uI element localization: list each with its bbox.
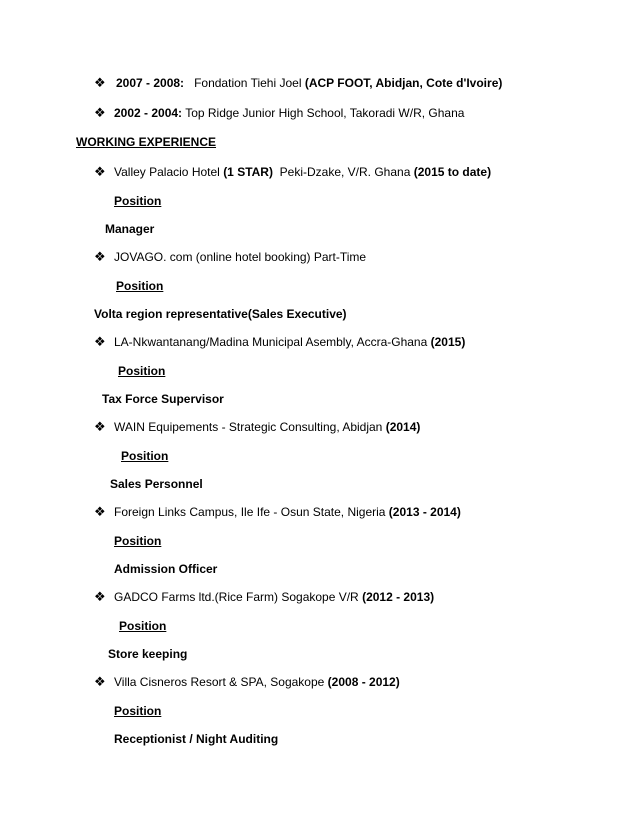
job-dates: (2012 - 2013) (362, 590, 435, 604)
job-employer: LA-Nkwantanang/Madina Municipal Asembly, Accra-Ghana (114, 335, 428, 349)
job-employer: WAIN Equipements - Strategic Consulting, Abidjan (114, 420, 383, 434)
position-title: Store keeping (108, 647, 188, 661)
position-title: Admission Officer (114, 562, 218, 576)
job-location: Peki-Dzake, V/R. Ghana (279, 165, 411, 179)
education-place: (ACP FOOT, Abidjan, Cote d'Ivoire) (304, 76, 503, 90)
position-label: Position (116, 279, 164, 293)
position-title: Manager (105, 222, 155, 236)
job-employer-line (114, 164, 491, 180)
bullet-icon: ❖ (94, 504, 106, 519)
position-title: Volta region representative(Sales Executive) (94, 307, 347, 321)
bullet-icon: ❖ (94, 334, 106, 349)
bullet-icon: ❖ (94, 589, 106, 604)
education-entry (114, 105, 464, 121)
education-name: Fondation Tiehi Joel (194, 76, 302, 90)
job-employer: Valley Palacio Hotel (114, 165, 220, 179)
job-dates: (2015) (430, 335, 466, 349)
position-label: Position (114, 194, 162, 208)
job-employer-line (114, 334, 465, 350)
education-years: 2002 - 2004: (114, 106, 183, 120)
job-employer-line (114, 419, 420, 435)
bullet-icon: ❖ (94, 75, 106, 90)
job-employer-line (114, 249, 366, 265)
job-employer-line (114, 674, 400, 690)
job-employer: JOVAGO. com (online hotel booking) Part-Time (114, 250, 367, 264)
job-dates: (2015 to date) (413, 165, 492, 179)
education-name: Top Ridge Junior High School, Takoradi W/R, Ghana (185, 106, 465, 120)
bullet-icon: ❖ (94, 249, 106, 264)
education-years: 2007 - 2008: (116, 76, 185, 90)
position-label: Position (119, 619, 167, 633)
job-employer: Villa Cisneros Resort & SPA, Sogakope (114, 675, 325, 689)
job-dates: (2008 - 2012) (327, 675, 400, 689)
job-employer: Foreign Links Campus, Ile Ife - Osun State, Nigeria (114, 505, 386, 519)
job-stars: (1 STAR) (223, 165, 273, 179)
position-title: Sales Personnel (110, 477, 203, 491)
education-entry (116, 75, 502, 91)
position-title: Tax Force Supervisor (102, 392, 224, 406)
bullet-icon: ❖ (94, 674, 106, 689)
position-label: Position (118, 364, 166, 378)
bullet-icon: ❖ (94, 105, 106, 120)
position-title: Receptionist / Night Auditing (114, 732, 279, 746)
position-label: Position (114, 704, 162, 718)
job-dates: (2014) (385, 420, 421, 434)
job-employer: GADCO Farms ltd.(Rice Farm) Sogakope V/R (114, 590, 359, 604)
job-employer-line (114, 504, 461, 520)
position-label: Position (114, 534, 162, 548)
position-label: Position (121, 449, 169, 463)
working-experience-heading: WORKING EXPERIENCE (76, 135, 217, 149)
bullet-icon: ❖ (94, 164, 106, 179)
bullet-icon: ❖ (94, 419, 106, 434)
job-employer-line (114, 589, 434, 605)
job-dates: (2013 - 2014) (388, 505, 461, 519)
